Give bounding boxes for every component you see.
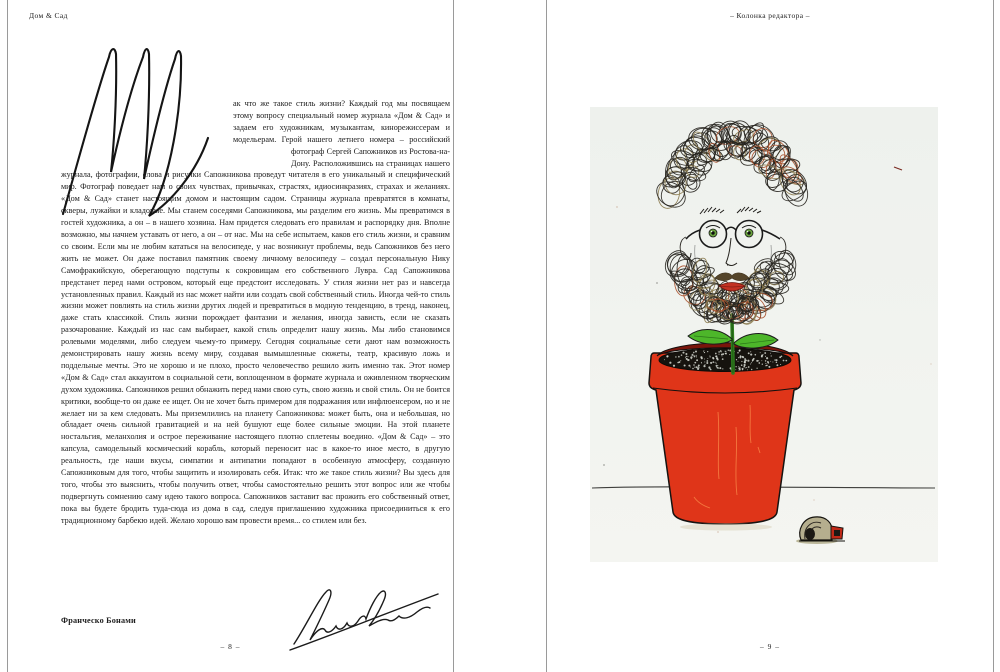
left-page-number: – 8 – (220, 642, 241, 651)
portrait-illustration (590, 107, 938, 562)
right-running-head: – Колонка редактора – (730, 11, 810, 20)
author-name: Франческо Бонами (61, 616, 136, 625)
right-page-number: – 9 – (760, 642, 780, 651)
flower-pot (649, 353, 801, 531)
article-body-text: ак что же такое стиль жизни? Каждый год мы посвящаем этому вопросу специальный номер журнала «Дом & Сад» и задаем его художникам, музыкантам, кинорежиссерам и модельерам. Герой нашего летнего номера – российский фотограф Сергей Сапожников из Ростова-на-Дону. Расположившись на страницах нашего журнала, фотографии, слова и рисунки Сапожникова проведут читателя в его уникальный и специфический мир. Фотограф поведает нам о своих чувствах, привычках, страстях, идиосинкразиях, страхах и желаниях. «Дом & Сад» станет настоящим домом и настоящим садом. Страницы журнала превратятся в комнаты, скверы, лужайки и кладовые. Мы станем соседями Сапожникова, мы разделим его жизнь. Мы превратимся в гостей художника, а он – в нашего хозяина. Нам придется следовать его правилам и распорядку дня. Вполне возможно, мы начнем уставать от него, а он – от нас. Мы на себе испытаем, каков его стиль жизни, и сравним со своим. Если мы не любим кататься на велосипеде, у нас возникнут проблемы, ведь Сапожников без него жить не может. Он даже поставил памятник своему личному велосипеду – создал персональную Нику Самофракийскую, оберегающую подступы к сокровищам его собственного Лувра. Сад Сапожникова предстанет перед нами островом, который еще предстоит исследовать. У стиля жизни нет раз и навсегда установленных правил. Каждый из нас может найти или создать свой собственный стиль. Иногда чей-то стиль жизни может повлиять на стиль жизни других людей и превратиться в модную тенденцию, в тренд, наконец, даже стать классикой. Стиль жизни порождает фантазии и желания, иногда зависть, если не сказать разочарование. Каждый из нас сам выбирает, какой стиль определит нашу жизнь. Мы либо становимся ролевыми моделями, либо следуем чьему-то примеру. Сегодня социальные сети дают нам возможность демонстрировать нашу жизнь всему миру, создавая вымышленные сюжеты, театр, красивую ложь и поддельные мечты. Это не хорошо и не плохо, просто человечество решило жить именно так. Этот номер «Дом & Сад» стал аккаунтом в социальной сети, воплощенном в формате журнала и оживленном творческим духом художника. Сапожников решил обнажить перед нами свою суть, свою жизнь и свой стиль. Он не боится критики, вообще-то он даже ее ищет. Он не хочет быть примером для подражания или инфлюенсером, но и не желает ни за кем следовать. Мы приземлились на планету Сапожникова: может быть, она и небольшая, но обладает очень сильной гравитацией и на ней бушуют еще более сильные эмоции. На этой планете ностальгия, меланхолия и острое переживание настоящего плотно сплетены воедино. «Дом & Сад» – это капсула, самодельный космический корабль, который переносит нас в какое-то иное место, в другую реальность, где наши вкусы, симпатии и антипатии попадают в особенную атмосферу, созданную Сапожниковым для того, чтобы защитить и изолировать себя. Итак: что же такое стиль жизни? Вы здесь для того, чтобы это выяснить, чтобы получить ответ, чтобы самостоятельно решить этот вопрос или же чтобы подвергнуть сомнению саму идею такого вопроса. Сапожников заставит вас прожить его собственный ответ, пока вы будете бродить туда-сюда из дома в сад, следуя приглашению художника присоединиться к его традиционному барбекю идей. Желаю хорошо вам провести время... со стилем или без. (61, 99, 450, 525)
left-running-head: Дом & Сад (29, 11, 68, 20)
drop-cap-letter (8, 0, 9, 1)
left-page (7, 0, 454, 672)
article-body (61, 98, 450, 527)
right-page (546, 0, 994, 672)
pot-soil (657, 343, 793, 372)
